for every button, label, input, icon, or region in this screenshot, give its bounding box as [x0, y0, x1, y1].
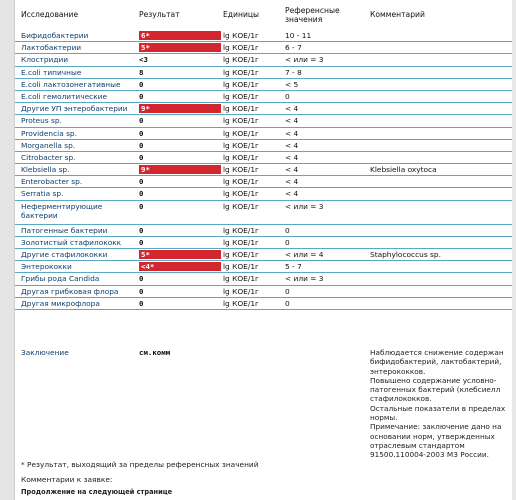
row-result-flagged: 9*	[139, 165, 221, 174]
row-result-flagged: 5*	[139, 250, 221, 259]
row-test-name: Serratia sp.	[21, 189, 64, 199]
row-test-name: E.coli лактозонегативные	[21, 79, 121, 89]
results-table	[15, 30, 512, 310]
table-row	[15, 140, 512, 152]
row-test-name: Неферментирующие бактерии	[21, 201, 103, 220]
table-row	[15, 298, 512, 310]
row-test-name: Enterobacter sp.	[21, 177, 83, 187]
row-reference: 0	[285, 91, 290, 101]
row-result: 0	[139, 177, 144, 187]
table-row	[15, 115, 512, 127]
row-result: 0	[139, 152, 144, 162]
row-result: 0	[139, 201, 144, 211]
row-units: lg КОЕ/1г	[223, 128, 259, 138]
row-reference: < 4	[285, 165, 299, 175]
conclusion-note-line: Примечание: заключение дано на	[370, 422, 502, 432]
conclusion-value: см.комм	[139, 348, 171, 357]
row-result: <3	[139, 55, 148, 65]
page-edge-left	[0, 0, 15, 500]
table-row	[15, 176, 512, 188]
row-test-name: Providencia sp.	[21, 128, 77, 138]
header-result: Результат	[139, 10, 180, 19]
table-row	[15, 42, 512, 54]
row-reference: 0	[285, 286, 290, 296]
row-result: 0	[139, 298, 144, 308]
conclusion-note-line: Повышено содержание условно-	[370, 375, 497, 385]
row-reference: 10 - 11	[285, 31, 312, 40]
row-reference: < 4	[285, 140, 299, 150]
row-test-name: Другие УП энтеробактерии	[21, 104, 128, 114]
row-test-name: Энтерококки	[21, 262, 72, 272]
table-row	[15, 128, 512, 140]
table-row	[15, 103, 512, 115]
row-units: lg КОЕ/1г	[223, 177, 259, 187]
row-result: 0	[139, 116, 144, 126]
table-row	[15, 261, 512, 273]
row-result-flagged: 5*	[139, 43, 221, 52]
row-test-name: Morganella sp.	[21, 140, 76, 150]
row-comment: Staphylococcus sp.	[370, 250, 441, 259]
row-result: 0	[139, 189, 144, 199]
row-units: lg КОЕ/1г	[223, 43, 259, 53]
row-comment: Klebsiella oxytoca	[370, 165, 437, 175]
row-test-name: Citrobacter sp.	[21, 152, 76, 162]
table-header	[15, 0, 512, 30]
row-result: 0	[139, 140, 144, 150]
row-reference: 0	[285, 298, 290, 308]
header-test: Исследование	[21, 10, 79, 19]
row-result-flagged: 6*	[139, 31, 221, 40]
row-result: 0	[139, 274, 144, 284]
row-result: 0	[139, 128, 144, 138]
conclusion-note-line: 91500.110004-2003 МЗ России.	[370, 450, 489, 458]
conclusion-note-line: основании норм, утвержденных	[370, 431, 495, 441]
row-reference: < или = 3	[285, 201, 324, 211]
row-units: lg КОЕ/1г	[223, 286, 259, 296]
flag-legend: * Результат, выходящий за пределы референсных значений	[21, 460, 259, 469]
table-row	[15, 67, 512, 79]
table-row	[15, 225, 512, 237]
row-result: 8	[139, 67, 144, 77]
conclusion-note-line: отраслевым стандартом	[370, 440, 465, 450]
table-row	[15, 286, 512, 298]
header-comment: Комментарий	[370, 10, 425, 19]
row-units: lg КОЕ/1г	[223, 237, 259, 247]
row-test-name: E.coli гемолитические	[21, 91, 108, 101]
table-row	[15, 91, 512, 103]
row-test-name: Другая микрофлора	[21, 298, 100, 308]
table-row	[15, 237, 512, 249]
table-row	[15, 79, 512, 91]
row-units: lg КОЕ/1г	[223, 55, 259, 65]
table-row	[15, 152, 512, 164]
conclusion-note-line: энтерококков.	[370, 366, 426, 376]
row-reference: < 5	[285, 79, 299, 89]
row-units: lg КОЕ/1г	[223, 67, 259, 77]
row-test-name: Золотистый стафилококк	[21, 237, 122, 247]
row-test-name: Другая грибковая флора	[21, 286, 119, 296]
conclusion-note-line: бифидобактерий, лактобактерий,	[370, 357, 502, 367]
comments-label: Комментарии к заявке:	[21, 475, 113, 484]
row-reference: 0	[285, 237, 290, 247]
row-result: 0	[139, 237, 144, 247]
row-units: lg КОЕ/1г	[223, 250, 259, 259]
table-row	[15, 249, 512, 261]
row-test-name: Клостридии	[21, 55, 69, 65]
header-reference: Референсные значения	[285, 6, 340, 24]
row-reference: < или = 3	[285, 55, 324, 65]
table-row	[15, 188, 512, 200]
row-result: 0	[139, 225, 144, 235]
row-units: lg КОЕ/1г	[223, 116, 259, 126]
row-result: 0	[139, 79, 144, 89]
row-units: lg КОЕ/1г	[223, 152, 259, 162]
row-reference: < или = 3	[285, 274, 324, 284]
row-reference: < 4	[285, 104, 299, 114]
header-units: Единицы	[223, 10, 260, 19]
row-test-name: Klebsiella sp.	[21, 165, 70, 175]
row-test-name: Бифидобактерии	[21, 31, 89, 40]
row-units: lg КОЕ/1г	[223, 262, 259, 272]
lab-report-sheet	[15, 0, 512, 500]
row-reference: 5 - 7	[285, 262, 302, 272]
continued-notice: Продолжение на следующей странице	[21, 488, 173, 496]
row-reference: < 4	[285, 128, 299, 138]
row-reference: < 4	[285, 152, 299, 162]
row-reference: 7 - 8	[285, 67, 302, 77]
row-units: lg КОЕ/1г	[223, 165, 259, 175]
row-reference: < или = 4	[285, 250, 324, 259]
row-test-name: Другие стафилококки	[21, 250, 108, 259]
page-edge-right	[512, 0, 516, 500]
row-units: lg КОЕ/1г	[223, 91, 259, 101]
row-reference: 0	[285, 225, 290, 235]
row-result-flagged: 9*	[139, 104, 221, 113]
row-test-name: Proteus sp.	[21, 116, 62, 126]
row-units: lg КОЕ/1г	[223, 189, 259, 199]
conclusion-label: Заключение	[21, 348, 69, 357]
conclusion-note	[370, 348, 512, 458]
table-row	[15, 54, 512, 66]
table-row	[15, 273, 512, 285]
conclusion-note-line: стафилококков.	[370, 394, 432, 404]
table-row	[15, 164, 512, 176]
row-reference: 6 - 7	[285, 43, 302, 53]
row-units: lg КОЕ/1г	[223, 104, 259, 114]
conclusion-note-line: Остальные показатели в пределах	[370, 403, 506, 413]
conclusion-note-line: нормы.	[370, 413, 398, 423]
table-row	[15, 201, 512, 225]
row-units: lg КОЕ/1г	[223, 31, 259, 40]
conclusion-note-line: Наблюдается снижение содержан	[370, 348, 504, 357]
row-test-name: E.coli типичные	[21, 67, 82, 77]
table-row	[15, 30, 512, 42]
row-result: 0	[139, 286, 144, 296]
row-result: 0	[139, 91, 144, 101]
row-result-flagged: <4*	[139, 262, 221, 271]
row-test-name: Патогенные бактерии	[21, 225, 108, 235]
row-reference: < 4	[285, 116, 299, 126]
row-units: lg КОЕ/1г	[223, 225, 259, 235]
row-units: lg КОЕ/1г	[223, 274, 259, 284]
row-reference: < 4	[285, 189, 299, 199]
row-test-name: Грибы рода Candida	[21, 274, 100, 284]
row-units: lg КОЕ/1г	[223, 79, 259, 89]
row-units: lg КОЕ/1г	[223, 298, 259, 308]
row-test-name: Лактобактерии	[21, 43, 82, 53]
row-units: lg КОЕ/1г	[223, 140, 259, 150]
conclusion-note-line: патогенных бактерий (клебсиелл	[370, 385, 501, 395]
row-units: lg КОЕ/1г	[223, 201, 259, 211]
row-reference: < 4	[285, 177, 299, 187]
